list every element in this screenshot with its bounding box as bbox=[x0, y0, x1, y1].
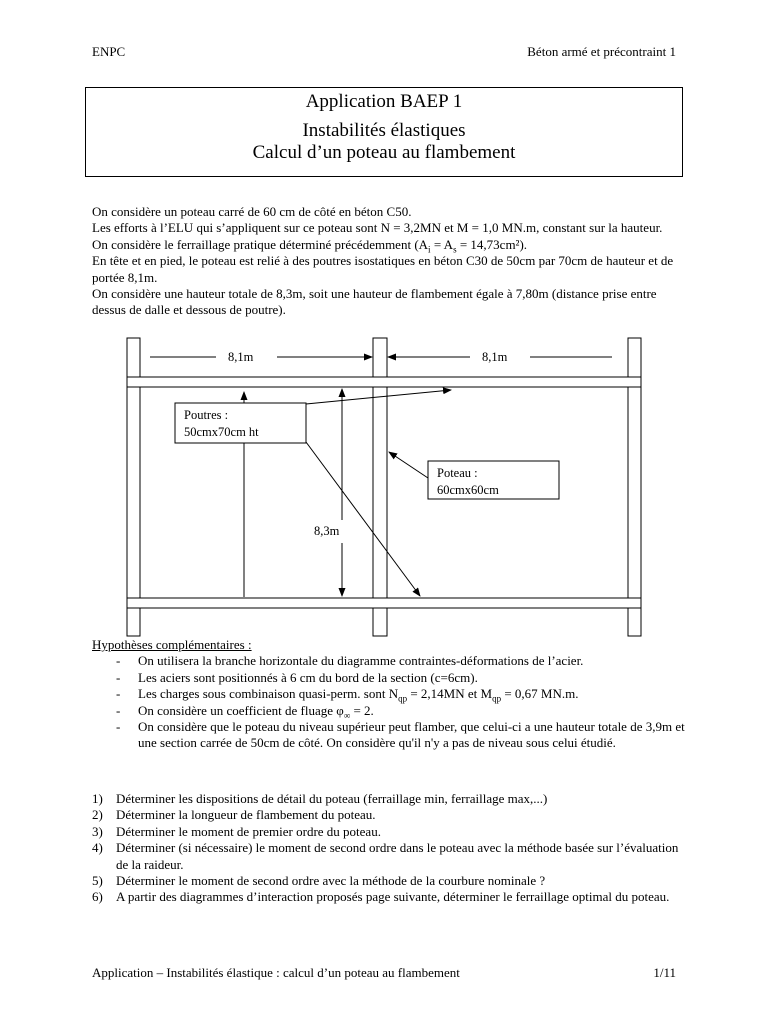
question-item: 6) A partir des diagrammes d’interaction proposés page suivante, déterminer le ferraillage optimal du poteau. bbox=[92, 889, 670, 905]
questions-list bbox=[92, 791, 692, 906]
column-label-2: 60cmx60cm bbox=[437, 483, 499, 497]
span-right-label: 8,1m bbox=[482, 350, 508, 364]
hypotheses-section bbox=[92, 637, 692, 752]
question-item: 2) Déterminer la longueur de flambement du poteau. bbox=[92, 807, 376, 823]
column-label-1: Poteau : bbox=[437, 466, 478, 480]
title-line-1: Application BAEP 1 bbox=[305, 91, 463, 112]
column-leader bbox=[389, 452, 428, 478]
question-item: 3) Déterminer le moment de premier ordre du poteau. bbox=[92, 823, 381, 839]
page-number: 1/11 bbox=[653, 965, 676, 980]
span-left-label: 8,1m bbox=[228, 350, 254, 364]
intro-p5: On considère une hauteur totale de 8,3m, soit une hauteur de flambement égale à 7,80m (distance prise entre dessus de dalle et dessous de poutre). bbox=[92, 286, 657, 318]
intro-p1: On considère un poteau carré de 60 cm de côté en béton C50. bbox=[92, 204, 412, 219]
title-line-2: Instabilités élastiques bbox=[302, 120, 466, 141]
header-right: Béton armé et précontraint 1 bbox=[527, 44, 676, 59]
intro-p4: En tête et en pied, le poteau est relié à des poutres isostatiques en béton C30 de 50cm par 70cm de hauteur et de portée 8,1m. bbox=[92, 253, 674, 285]
height-label: 8,3m bbox=[314, 524, 340, 538]
header-left: ENPC bbox=[92, 44, 126, 59]
hypothesis-item: - On considère que le poteau du niveau supérieur peut flamber, que celui-ci a une hauteur totale de 3,9m et une section carrée de 50cm de côté. On considère qu'il n'y a pas de niveau sous celui étudié. bbox=[116, 719, 685, 751]
intro-p3: On considère le ferraillage pratique déterminé précédemment $(A_i = A_s = 14,73cm^2)$. bbox=[92, 236, 528, 255]
hypothesis-item: - On utilisera la branche horizontale du diagramme contraintes-déformations de l’acier. bbox=[116, 653, 584, 669]
questions-section bbox=[92, 791, 692, 906]
beams-leader-bottom bbox=[306, 442, 420, 596]
beams-label-1: Poutres : bbox=[184, 408, 229, 422]
hypotheses-title: Hypothèses complémentaires : bbox=[92, 637, 252, 652]
question-item: 4) Déterminer (si nécessaire) le moment de second ordre dans le poteau avec la méthode basée sur l’évaluation de la raideur. bbox=[92, 840, 679, 872]
top-beam bbox=[127, 377, 641, 387]
hypothesis-item: - Les aciers sont positionnés à 6 cm du bord de la section (c=6cm). bbox=[116, 669, 478, 685]
beams-label-2: 50cmx70cm ht bbox=[184, 425, 259, 439]
question-item: 1) Déterminer les dispositions de détail du poteau (ferraillage min, ferraillage max,...) bbox=[92, 791, 548, 806]
beams-leader-top bbox=[306, 390, 451, 404]
title-line-3: Calcul d’un poteau au flambement bbox=[252, 142, 516, 163]
hypotheses-list bbox=[92, 653, 692, 751]
intro-p2: Les efforts à l’ELU qui s’appliquent sur ce poteau sont N = 3,2MN et M = 1,0 MN.m, constant sur la hauteur. bbox=[92, 220, 663, 236]
hypothesis-item: - Les charges sous combinaison quasi-perm. sont $N_{qp} = 2,14MN$ et $M_{qp} = 0,67$ MN.m. bbox=[116, 686, 579, 704]
footer-left: Application – Instabilités élastique : calcul d’un poteau au flambement bbox=[92, 965, 460, 980]
hypothesis-item: - On considère un coefficient de fluage $\varphi_\infty = 2$. bbox=[116, 702, 374, 721]
bottom-beam bbox=[127, 598, 641, 608]
question-item: 5) Déterminer le moment de second ordre avec la méthode de la courbure nominale ? bbox=[92, 873, 546, 889]
